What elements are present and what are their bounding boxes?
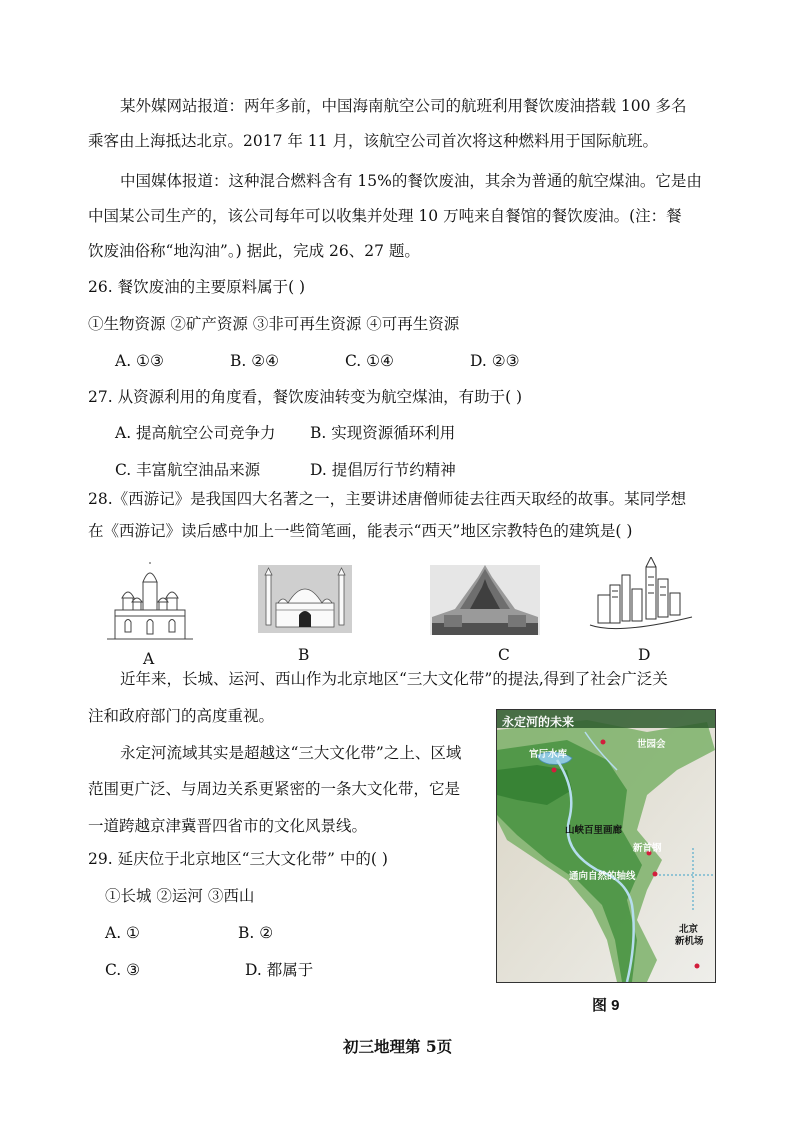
onion-dome-church-image[interactable] bbox=[105, 562, 195, 642]
skyline-image[interactable] bbox=[588, 557, 694, 637]
passage2-line4: 范围更广泛、与周边关系更紧密的一条大文化带，它是 bbox=[88, 780, 461, 798]
q26-items: ①生物资源 ②矿产资源 ③非可再生资源 ④可再生资源 bbox=[88, 315, 460, 333]
map-label-shiyuanhui: 世园会 bbox=[637, 739, 666, 750]
map-title: 永定河的未来 bbox=[502, 715, 575, 729]
map-label-shanxia: 山峡百里画廊 bbox=[565, 825, 623, 836]
q29-option-b[interactable]: B. ② bbox=[238, 924, 274, 942]
q28-label-a: A bbox=[143, 650, 155, 668]
figure-caption: 图 9 bbox=[592, 997, 620, 1014]
map-label-jichang: 新机场 bbox=[675, 936, 704, 947]
q28-label-c: C bbox=[498, 646, 510, 664]
map-label-beijing: 北京 bbox=[679, 924, 699, 935]
q26-option-a[interactable]: A. ①③ bbox=[115, 352, 164, 370]
passage2-line2: 注和政府部门的高度重视。 bbox=[88, 707, 275, 725]
map-label-tongxiang: 通向自然的轴线 bbox=[569, 871, 636, 882]
passage1-line1: 某外媒网站报道：两年多前，中国海南航空公司的航班利用餐饮废油搭载 100 多名 bbox=[120, 97, 687, 115]
q28-line2: 在《西游记》读后感中加上一些简笔画，能表示“西天”地区宗教特色的建筑是( ) bbox=[88, 522, 633, 540]
q29-items: ①长城 ②运河 ③西山 bbox=[105, 887, 255, 905]
q27-option-b[interactable]: B. 实现资源循环利用 bbox=[310, 424, 456, 442]
passage1-line5: 饮废油俗称“地沟油”。) 据此，完成 26、27 题。 bbox=[88, 242, 420, 260]
q28-label-b: B bbox=[298, 646, 310, 664]
map-label-xinshougang: 新首钢 bbox=[633, 843, 662, 854]
q26-option-d[interactable]: D. ②③ bbox=[470, 352, 520, 370]
q28-label-d: D bbox=[638, 646, 651, 664]
q29-stem: 29. 延庆位于北京地区“三大文化带” 中的( ) bbox=[88, 850, 388, 868]
passage2-line3: 永定河流域其实是超越这“三大文化带”之上、区域 bbox=[120, 744, 462, 762]
passage1-line4: 中国某公司生产的，该公司每年可以收集并处理 10 万吨来自餐馆的餐饮废油。(注：餐 bbox=[88, 207, 682, 225]
passage2-line1: 近年来，长城、运河、西山作为北京地区“三大文化带”的提法,得到了社会广泛关 bbox=[120, 670, 668, 688]
map-label-guanting: 官厅水库 bbox=[529, 749, 568, 760]
q27-option-d[interactable]: D. 提倡厉行节约精神 bbox=[310, 461, 456, 479]
pagoda-stupa-image[interactable] bbox=[430, 565, 540, 635]
q27-option-a[interactable]: A. 提高航空公司竞争力 bbox=[115, 424, 276, 442]
passage1-line2: 乘客由上海抵达北京。2017 年 11 月，该航空公司首次将这种燃料用于国际航班。 bbox=[88, 132, 658, 150]
q29-option-c[interactable]: C. ③ bbox=[105, 961, 141, 979]
page-footer: 初三地理第 5页 bbox=[343, 1037, 453, 1056]
q26-option-c[interactable]: C. ①④ bbox=[345, 352, 394, 370]
passage2-line5: 一道跨越京津冀晋四省市的文化风景线。 bbox=[88, 817, 368, 835]
q27-option-c[interactable]: C. 丰富航空油品来源 bbox=[115, 461, 261, 479]
yongding-river-map bbox=[496, 709, 716, 983]
passage1-line3: 中国媒体报道：这种混合燃料含有 15%的餐饮废油，其余为普通的航空煤油。它是由 bbox=[120, 172, 702, 190]
q26-option-b[interactable]: B. ②④ bbox=[230, 352, 280, 370]
q29-option-d[interactable]: D. 都属于 bbox=[245, 961, 314, 979]
q26-stem: 26. 餐饮废油的主要原料属于( ) bbox=[88, 278, 306, 296]
mosque-image[interactable] bbox=[258, 565, 352, 633]
q29-option-a[interactable]: A. ① bbox=[105, 924, 140, 942]
q27-stem: 27. 从资源利用的角度看，餐饮废油转变为航空煤油，有助于( ) bbox=[88, 388, 523, 406]
q28-line1: 28.《西游记》是我国四大名著之一，主要讲述唐僧师徒去往西天取经的故事。某同学想 bbox=[88, 490, 687, 508]
